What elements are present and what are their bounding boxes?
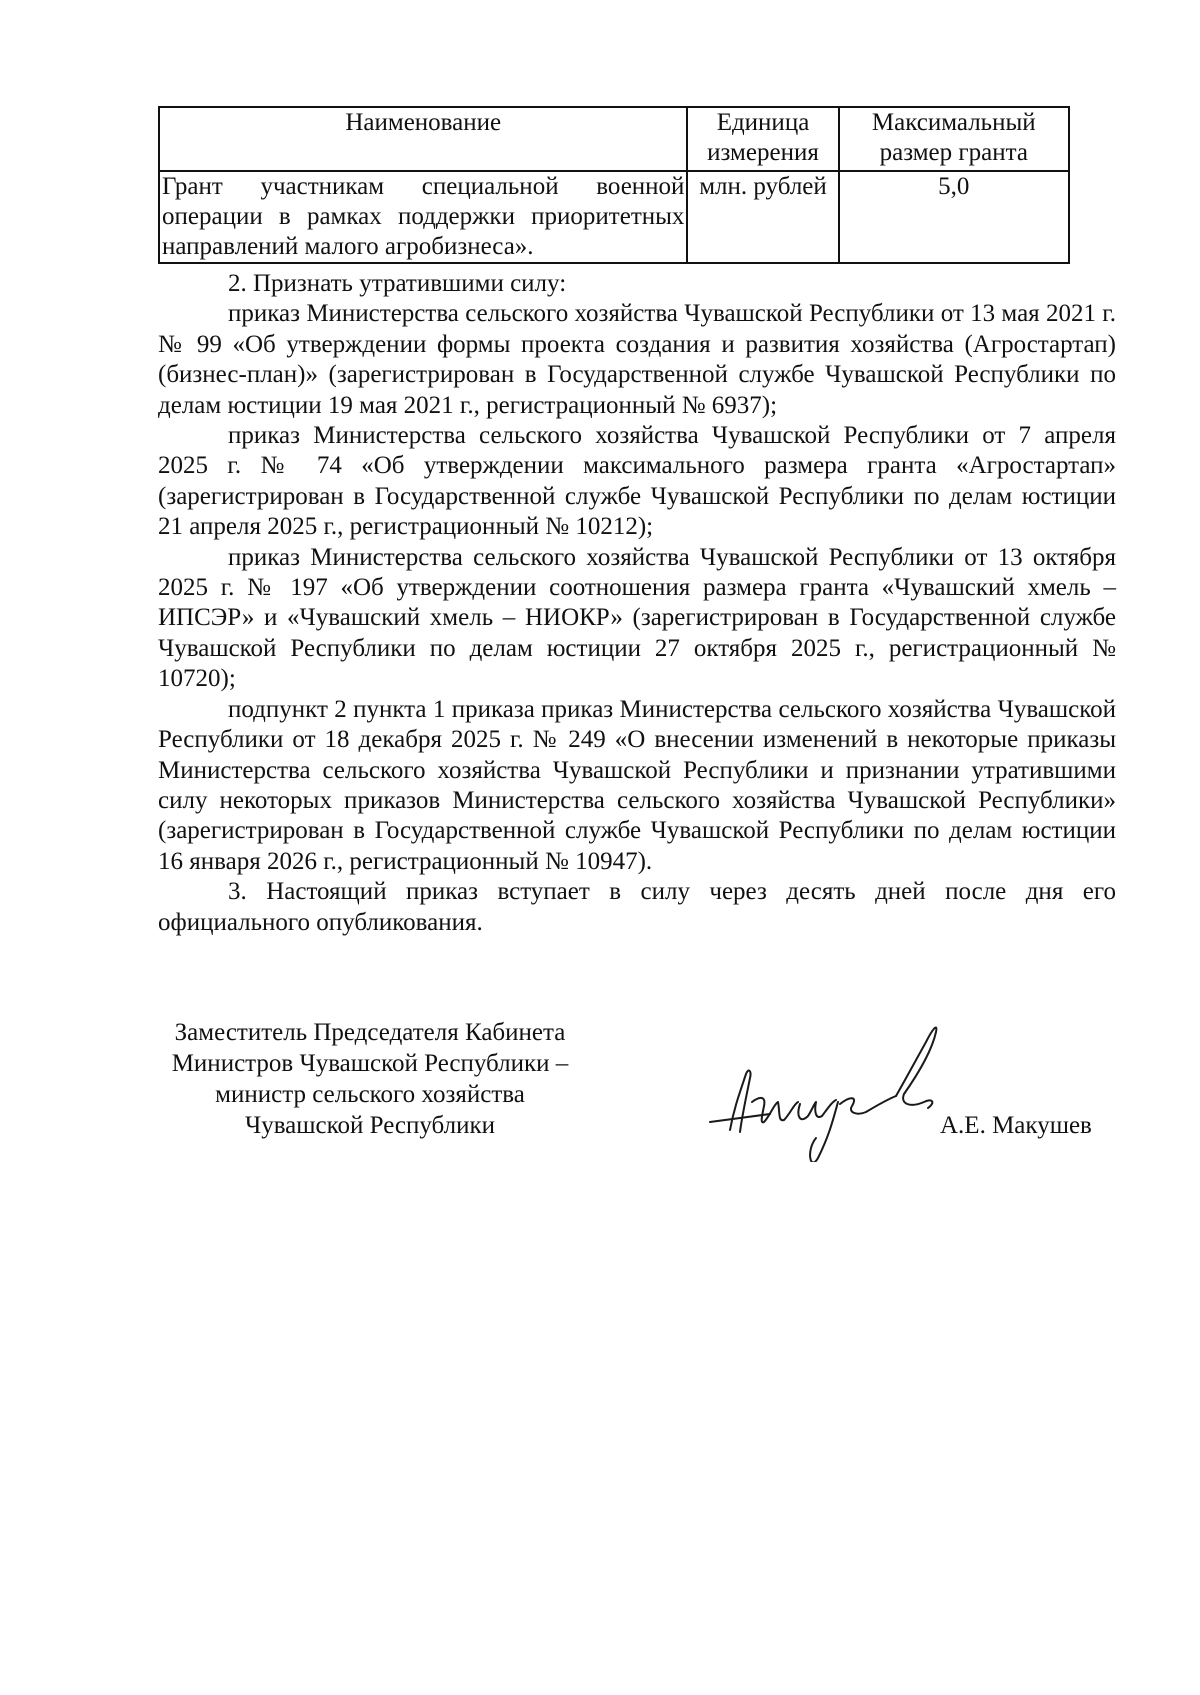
cell-name: Грант участникам специальной военной операции в рамках поддержки приоритетных направлений малого агробизнеса».: [159, 171, 687, 263]
signer-position-line: Заместитель Председателя Кабинета: [174, 1019, 566, 1046]
handwritten-signature: [700, 1012, 960, 1162]
cell-unit: млн. рублей: [687, 171, 838, 263]
paragraph-repealed-order-197: приказ Министерства сельского хозяйства Чувашской Республики от 13 октября 2025 г. № 197 «Об утверждении соотношения размера гранта «Чувашский хмель – ИПСЭР» и «Чувашский хмель – НИОКР» (зарегистрирован в Государственной службе Чувашской Республики по делам юстиции 27 октября 2025 г., регистрационный № 10720);: [158, 543, 1116, 693]
paragraph-repealed-order-74: приказ Министерства сельского хозяйства Чувашской Республики от 7 апреля 2025 г. № 74 «Об утверждении максимального размера гранта «Агростартап» (зарегистрирован в Государственной службе Чувашской Республики по делам юстиции 21 апреля 2025 г., регистрационный № 10212);: [158, 422, 1116, 541]
paragraph-repealed-order-99: приказ Министерства сельского хозяйства Чувашской Республики от 13 мая 2021 г. № 99 «Об утверждении формы проекта создания и развития хозяйства (Агростартап) (бизнес-план)» (зарегистрирован в Государственной службе Чувашской Республики по делам юстиции 19 мая 2021 г., регистрационный № 6937);: [158, 300, 1116, 419]
paragraph-item-3: 3. Настоящий приказ вступает в силу через десять дней после дня его официального опубликования.: [158, 878, 1116, 936]
paragraph-item-2: 2. Признать утратившими силу:: [228, 270, 567, 297]
signer-position-line: Министров Чувашской Республики –: [171, 1050, 569, 1077]
table-header-row: [159, 107, 1069, 171]
header-unit: Единица измерения: [687, 107, 838, 171]
grant-table: [158, 106, 1070, 264]
table-row: [159, 171, 1069, 263]
header-name: Наименование: [159, 107, 687, 171]
signer-position-line: министр сельского хозяйства: [215, 1081, 525, 1108]
order-body: [158, 269, 1116, 938]
signer-name: А.Е. Макушев: [940, 1112, 1092, 1139]
signer-position: [150, 1017, 590, 1141]
paragraph-repealed-order-249: подпункт 2 пункта 1 приказа приказ Министерства сельского хозяйства Чувашской Республики от 18 декабря 2025 г. № 249 «О внесении изменений в некоторые приказы Министерства сельского хозяйства Чувашской Республики и признании утратившими силу некоторых приказов Министерства сельского хозяйства Чувашской Республики» (зарегистрирован в Государственной службе Чувашской Республики по делам юстиции 16 января 2026 г., регистрационный № 10947).: [158, 695, 1116, 875]
signer-position-line: Чувашской Республики: [244, 1112, 496, 1139]
header-max-grant: Максимальный размер гранта: [839, 107, 1069, 171]
cell-value: 5,0: [839, 171, 1069, 263]
